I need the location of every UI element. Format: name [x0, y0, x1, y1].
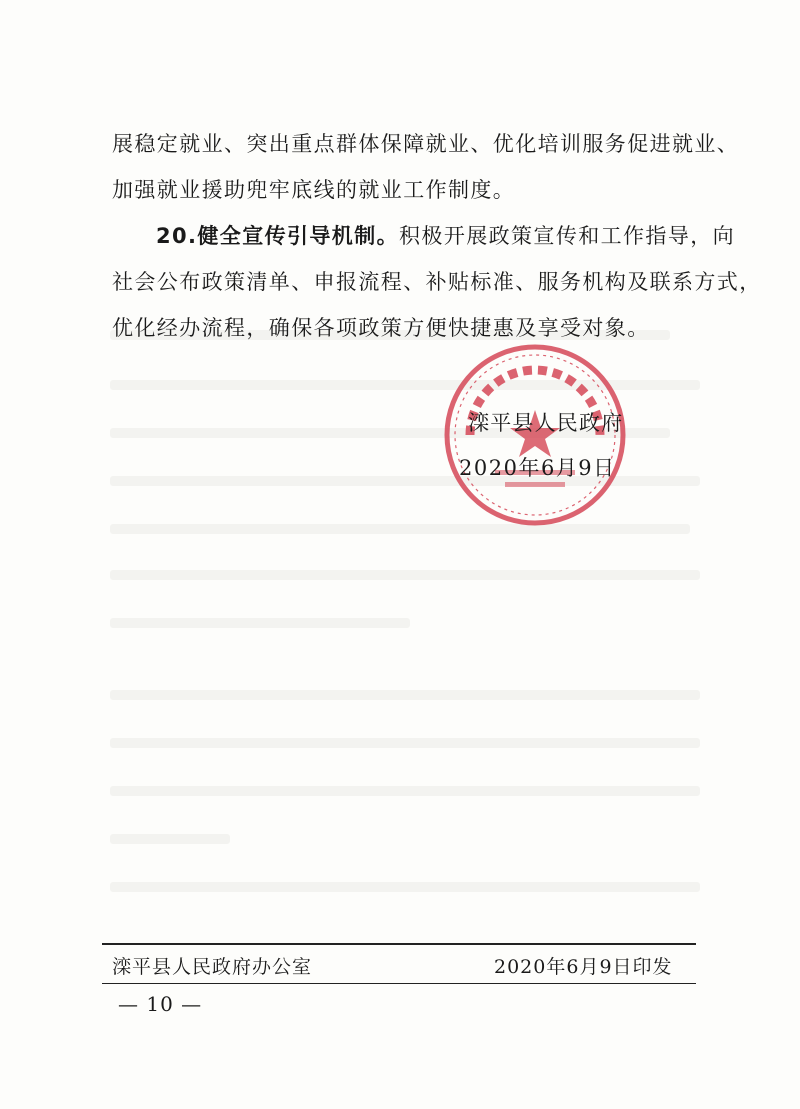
issuing-office: 滦平县人民政府办公室	[112, 956, 313, 978]
paragraph-line: 优化经办流程，确保各项政策方便快捷惠及享受对象。	[112, 316, 650, 340]
print-date: 2020年6月9日印发	[494, 956, 673, 978]
page-number: — 10 —	[118, 992, 203, 1016]
paragraph-employment-system	[112, 121, 740, 213]
paragraph-line: 积极开展政策宣传和工作指导，向	[399, 224, 736, 248]
paragraph-line: 加强就业援助兜牢底线的就业工作制度。	[112, 178, 516, 202]
paragraph-line: 展稳定就业、突出重点群体保障就业、优化培训服务促进就业、	[112, 132, 740, 156]
footer-top-rule	[102, 943, 696, 945]
signature-date: 2020年6月9日	[459, 456, 616, 480]
section-heading: 20.健全宣传引导机制。	[156, 224, 400, 248]
paragraph-publicity-mechanism	[112, 213, 762, 351]
paragraph-line: 社会公布政策清单、申报流程、补贴标准、服务机构及联系方式，	[112, 270, 762, 294]
issuer-name: 滦平县人民政府	[468, 411, 624, 435]
footer-bottom-rule	[102, 983, 696, 984]
